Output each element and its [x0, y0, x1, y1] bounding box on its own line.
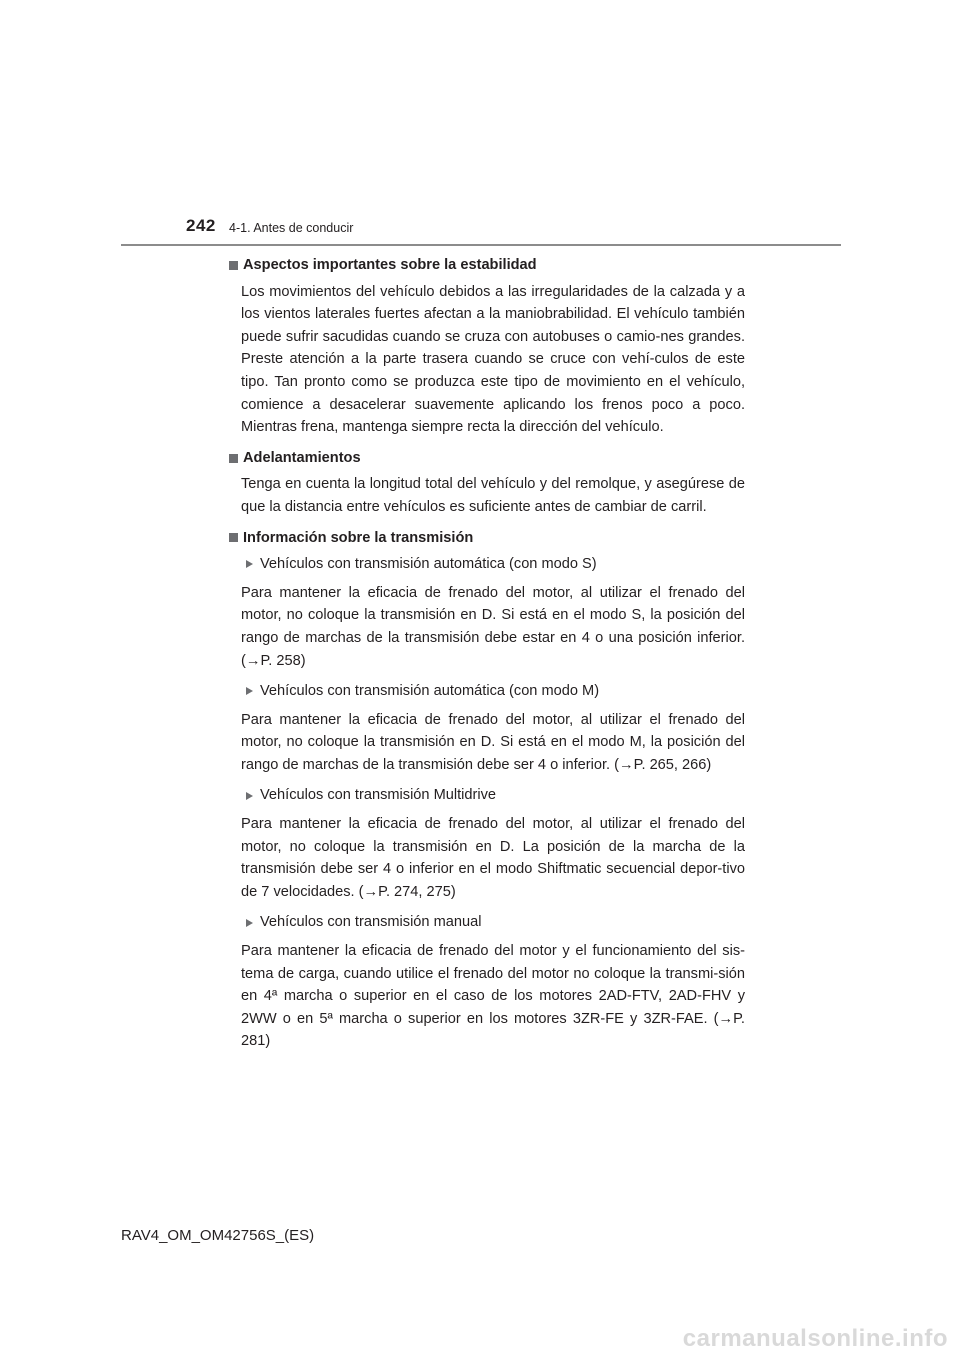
- subheading-text: Vehículos con transmisión manual: [260, 914, 482, 931]
- subheading-text: Vehículos con transmisión automática (con modo S): [260, 556, 597, 573]
- section-heading: [229, 254, 745, 277]
- subheading: [241, 680, 745, 703]
- subheading-text: Vehículos con transmisión Multidrive: [260, 787, 497, 804]
- section-heading-text: Aspectos importantes sobre la estabilidad: [243, 257, 537, 273]
- watermark: carmanualsonline.info: [682, 1325, 948, 1352]
- section-title: 4-1. Antes de conducir: [229, 221, 354, 235]
- subheading: [241, 911, 745, 934]
- square-bullet-icon: [229, 454, 238, 463]
- subsection-paragraph: Para mantener la eficacia de frenado del motor, al utilizar el frenado del motor, no coloque la transmisión en D. Si está en el modo M, la posición del rango de marchas de la transmisión debe ser 4 o inferior. (→P. 265, 266): [241, 711, 745, 773]
- page-content: [229, 254, 745, 1061]
- subheading: [241, 784, 745, 807]
- triangle-bullet-icon: [246, 687, 253, 695]
- section-heading-text: Información sobre la transmisión: [243, 529, 474, 546]
- document-code: RAV4_OM_OM42756S_(ES): [121, 1227, 315, 1244]
- section-paragraph: Los movimientos del vehículo debidos a las irregularidades de la calzada y a los vientos laterales fuertes afectan a la maniobrabilidad. El vehículo también puede sufrir sacudidas cuando se cruza con autobuses o camio-nes grandes. Preste atención a la parte trasera cuando se cruce con vehí-culos de este tipo. Tan pronto como se produzca este tipo de movimiento en el vehículo, comience a desacelerar suavemente aplicando los frenos poco a poco. Mientras frena, mantenga siempre recta la dirección del vehículo.: [241, 283, 745, 436]
- section-heading: [229, 527, 745, 550]
- section-heading-text: Adelantamientos: [243, 449, 361, 466]
- page-number: 242: [186, 216, 216, 235]
- triangle-bullet-icon: [246, 792, 253, 800]
- triangle-bullet-icon: [246, 560, 253, 568]
- header-divider: [121, 244, 841, 246]
- square-bullet-icon: [229, 261, 238, 270]
- subheading: [241, 553, 745, 576]
- section-paragraph: Tenga en cuenta la longitud total del vehículo y del remolque, y asegúrese de que la distancia entre vehículos es suficiente antes de cambiar de carril.: [241, 476, 745, 515]
- subheading-text: Vehículos con transmisión automática (con modo M): [260, 683, 600, 700]
- section-heading: [229, 447, 745, 470]
- subsection-paragraph: Para mantener la eficacia de frenado del motor, al utilizar el frenado del motor, no coloque la transmisión en D. La posición de la marcha de la transmisión debe ser 4 o inferior en el modo Shiftmatic secuencial depor-tivo de 7 velocidades. (→P. 274, 275): [241, 816, 745, 900]
- subsection-paragraph: Para mantener la eficacia de frenado del motor y el funcionamiento del sis-tema de carga, cuando utilice el frenado del motor no coloque la transmi-sión en 4ª marcha o superior en el caso de los motores 2AD-FTV, 2AD-FHV y 2WW o en 5ª marcha o superior en los motores 3ZR-FE y 3ZR-FAE. (→P. 281): [241, 943, 745, 1050]
- square-bullet-icon: [229, 533, 238, 542]
- triangle-bullet-icon: [246, 919, 253, 927]
- page-header: [0, 0, 960, 250]
- subsection-paragraph: Para mantener la eficacia de frenado del motor, al utilizar el frenado del motor, no coloque la transmisión en D. Si está en el modo S, la posición del rango de marchas de la transmisión debe estar en 4 o una posición inferior. (→P. 258): [241, 584, 745, 669]
